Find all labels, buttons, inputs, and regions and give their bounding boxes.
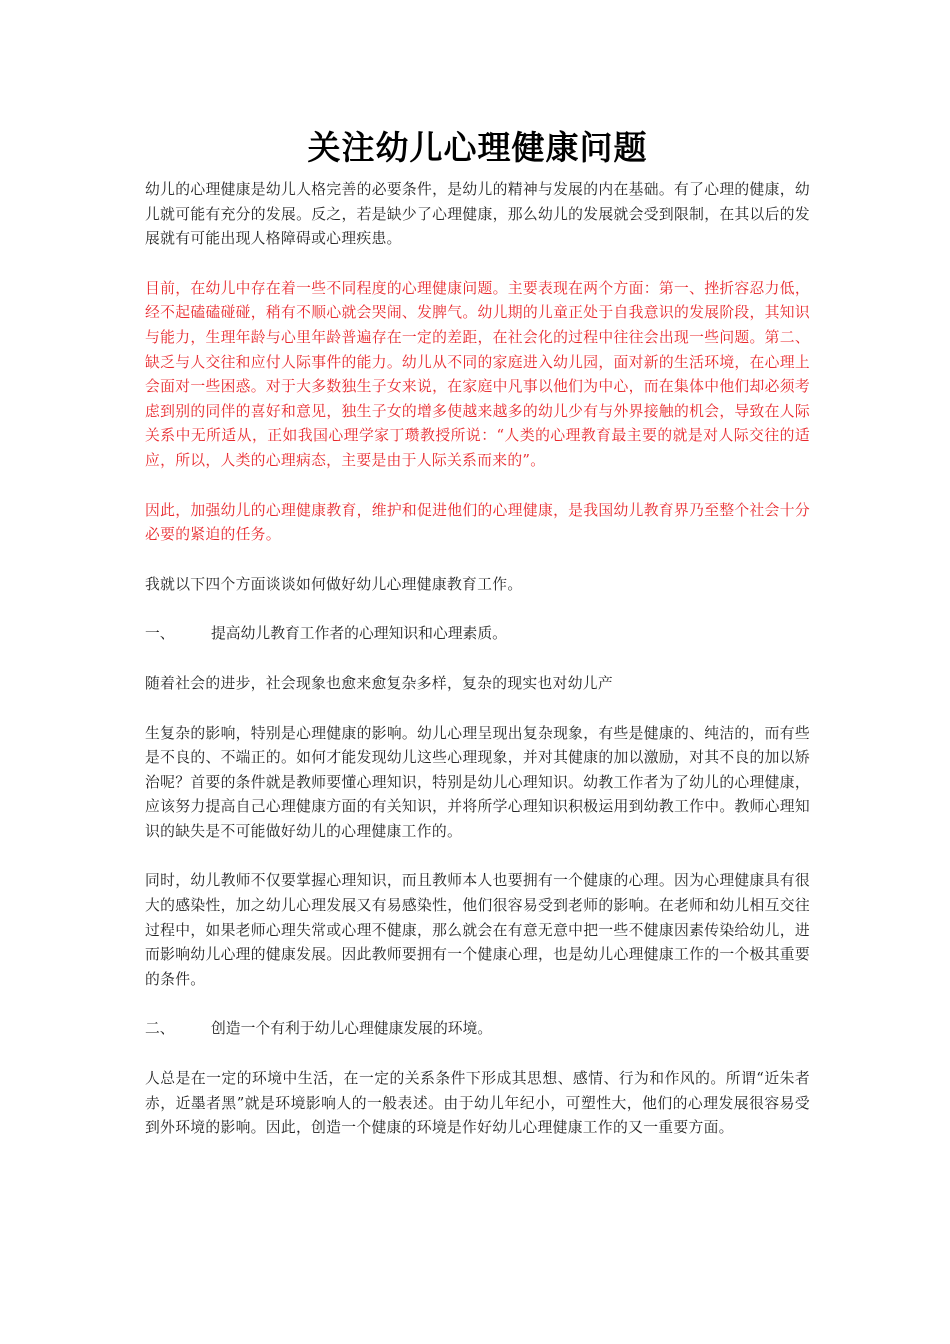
paragraph-teacher-knowledge: 生复杂的影响，特别是心理健康的影响。幼儿心理呈现出复杂现象，有些是健康的、纯洁的，而有些是不良的、不端正的。如何才能发现幼儿这些心理现象，并对其健康的加以激励，对其不良的加以矫治呢？首要的条件就是教师要懂心理知识，特别是幼儿心理知识。幼教工作者为了幼儿的心理健康，应该努力提高自己心理健康方面的有关知识，并将所学心理知识积极运用到幼教工作中。教师心理知识的缺失是不可能做好幼儿的心理健康工作的。 — [145, 724, 810, 840]
paragraph-problems: 目前，在幼儿中存在着一些不同程度的心理健康问题。主要表现在两个方面：第一、挫折容忍力低，经不起磕磕碰碰，稍有不顺心就会哭闹、发脾气。幼儿期的儿童正处于自我意识的发展阶段，其知识与能力，生理年龄与心里年龄普遍存在一定的差距，在社会化的过程中往往会出现一些问题。第二、缺乏与人交往和应付人际事件的能力。幼儿从不同的家庭进入幼儿园，面对新的生活环境，在心理上会面对一些困惑。对于大多数独生子女来说，在家庭中凡事以他们为中心，而在集体中他们却必须考虑到别的同伴的喜好和意见，独生子女的增多使越来越多的幼儿少有与外界接触的机会，导致在人际关系中无所适从，正如我国心理学家丁瓒教授所说：“人类的心理教育最主要的就是对人际交往的适应，所以，人类的心理病态，主要是由于人际关系而来的”。 — [145, 279, 810, 469]
section-heading-2 — [145, 1017, 810, 1042]
section-number: 二、 — [145, 1020, 175, 1038]
paragraph-society: 随着社会的进步，社会现象也愈来愈复杂多样，复杂的现实也对幼儿产 — [145, 674, 614, 692]
paragraph-conclusion: 因此，加强幼儿的心理健康教育，维护和促进他们的心理健康，是我国幼儿教育界乃至整个社会十分必要的紧迫的任务。 — [145, 501, 810, 544]
section-heading-1 — [145, 622, 810, 647]
paragraph-environment: 人总是在一定的环境中生活，在一定的关系条件下形成其思想、感情、行为和作风的。所谓“近朱者赤，近墨者黑”就是环境影响人的一般表述。由于幼儿年纪小，可塑性大，他们的心理发展很容易受到外环境的影响。因此，创造一个健康的环境是作好幼儿心理健康工作的又一重要方面。 — [145, 1070, 810, 1137]
paragraph-intro: 幼儿的心理健康是幼儿人格完善的必要条件，是幼儿的精神与发展的内在基础。有了心理的健康，幼儿就可能有充分的发展。反之，若是缺少了心理健康，那么幼儿的发展就会受到限制，在其以后的发展就有可能出现人格障碍或心理疾患。 — [145, 181, 810, 248]
document-title: 关注幼儿心理健康问题 — [307, 128, 648, 167]
paragraph-teacher-health: 同时，幼儿教师不仅要掌握心理知识，而且教师本人也要拥有一个健康的心理。因为心理健康具有很大的感染性，加之幼儿心理发展又有易感染性，他们很容易受到老师的影响。在老师和幼儿相互交往过程中，如果老师心理失常或心理不健康，那么就会在有意无意中把一些不健康因素传染给幼儿，进而影响幼儿心理的健康发展。因此教师要拥有一个健康心理，也是幼儿心理健康工作的一个极其重要的条件。 — [145, 872, 810, 988]
section-heading-text: 提高幼儿教育工作者的心理知识和心理素质。 — [211, 625, 507, 643]
section-number: 一、 — [145, 625, 175, 643]
paragraph-outline: 我就以下四个方面谈谈如何做好幼儿心理健康教育工作。 — [145, 575, 523, 593]
section-heading-text: 创造一个有利于幼儿心理健康发展的环境。 — [211, 1020, 493, 1038]
